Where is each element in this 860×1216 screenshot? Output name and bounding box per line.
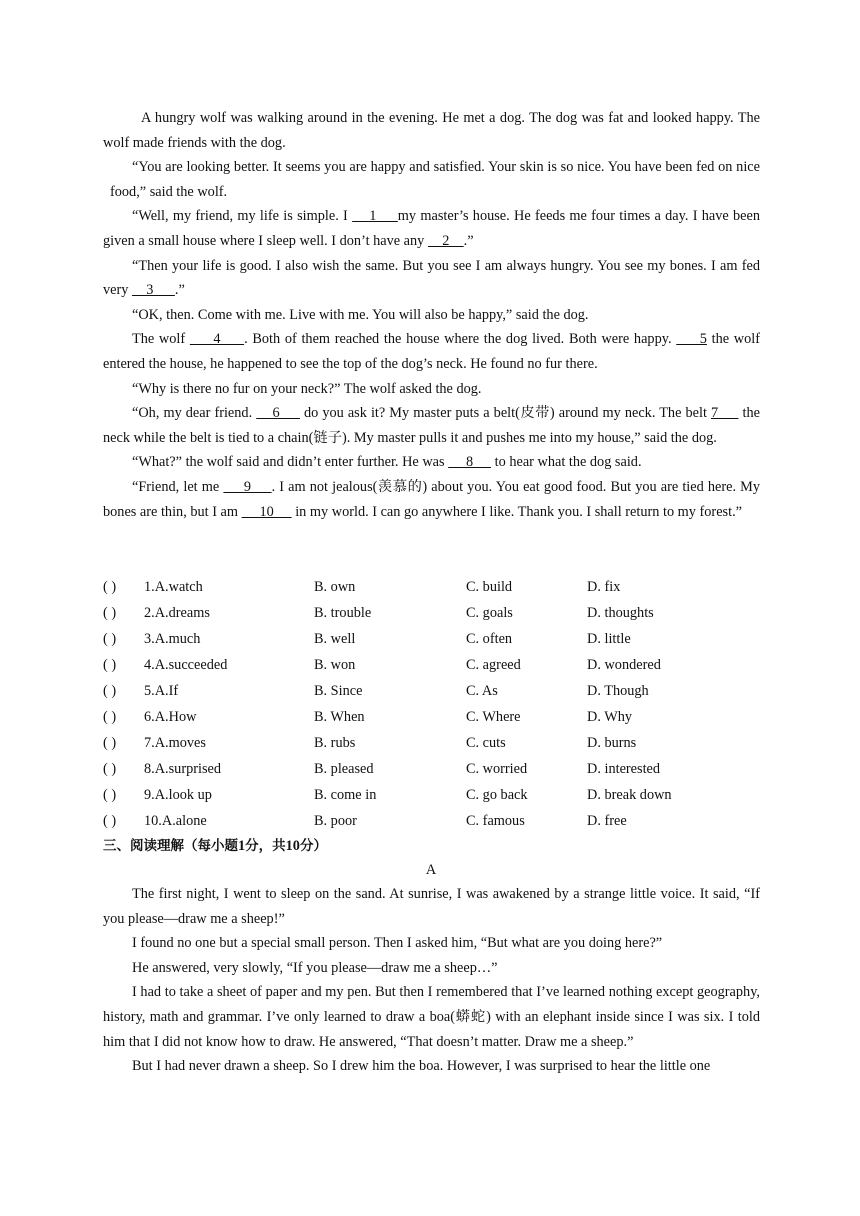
passage-label: A (425, 862, 437, 878)
heading-number: 1 (238, 838, 246, 854)
option-c: C. famous (466, 813, 525, 829)
paragraph-text: .” (174, 282, 185, 299)
option-d: D. thoughts (587, 605, 654, 621)
option-c: C. go back (466, 787, 528, 803)
paragraph-text: “Why is there no fur on your neck?” The wolf asked the dog. (132, 380, 482, 397)
option-c: C. build (466, 579, 513, 595)
paragraph-text: “What?” the wolf said and didn’t enter further. He was (132, 454, 445, 471)
option-a: 6.A.How (144, 709, 197, 725)
paragraph-text: to hear what the dog said. (494, 454, 642, 471)
paragraph-text: the wolf entered the house, he happened to see the top of the dog’s neck. He found no fur there. (103, 331, 761, 372)
section-heading (103, 834, 327, 858)
blank-2[interactable]: 2 (427, 232, 464, 249)
blank-3[interactable]: 3 (131, 282, 175, 299)
blank-10[interactable]: 10 (241, 503, 292, 520)
option-row (103, 626, 763, 652)
option-d: D. burns (587, 735, 637, 751)
answer-slot[interactable]: ( ) (103, 605, 117, 621)
option-row (103, 600, 763, 626)
option-a: 4.A.succeeded (144, 657, 228, 673)
option-b: B. won (314, 657, 356, 673)
option-a: 2.A.dreams (144, 605, 210, 621)
option-c: C. often (466, 631, 513, 647)
paragraph-text: A hungry wolf was walking around in the evening. He met a dog. The dog was fat and looked happy. The wolf made friends with the dog. (103, 110, 760, 151)
paragraph (103, 327, 760, 376)
answer-slot[interactable]: ( ) (103, 579, 117, 595)
heading-text: 分） (299, 838, 327, 854)
answer-slot[interactable]: ( ) (103, 735, 117, 751)
paragraph-text: The first night, I went to sleep on the sand. At sunrise, I was awakened by a strange little voice. It said, “If you please—draw me a sheep!” (103, 886, 760, 927)
option-b: B. own (314, 579, 356, 595)
paragraph (103, 882, 760, 931)
paragraph-text: The wolf (132, 331, 186, 348)
option-row (103, 652, 763, 678)
paragraph (103, 204, 760, 253)
option-d: D. interested (587, 761, 661, 777)
option-c: C. cuts (466, 735, 506, 751)
option-d: D. fix (587, 579, 621, 595)
option-a: 5.A.If (144, 683, 179, 699)
paragraph (103, 254, 760, 303)
option-row (103, 782, 763, 808)
option-row (103, 704, 763, 730)
option-a: 1.A.watch (144, 579, 203, 595)
paragraph-text: “Well, my friend, my life is simple. I (132, 208, 348, 225)
option-c: C. Where (466, 709, 521, 725)
paragraph (103, 956, 760, 981)
option-d: D. break down (587, 787, 672, 803)
answer-slot[interactable]: ( ) (103, 787, 117, 803)
blank-7[interactable]: 7 (711, 405, 739, 422)
paragraph (103, 106, 760, 155)
options-list (103, 574, 763, 834)
option-d: D. Why (587, 709, 633, 725)
paragraph-text: I found no one but a special small person. Then I asked him, “But what are you doing here?” (132, 935, 663, 952)
option-b: B. pleased (314, 761, 374, 777)
paragraph (103, 475, 760, 524)
option-b: B. poor (314, 813, 357, 829)
option-row (103, 808, 763, 834)
option-a: 8.A.surprised (144, 761, 222, 777)
paragraph (103, 1054, 760, 1079)
paragraph-text: “Oh, my dear friend. (132, 405, 253, 422)
paragraph-text: I had to take a sheet of paper and my pen. But then I remembered that I’ve learned nothing except geography, history, math and grammar. I’ve only learned to draw a boa(蟒蛇) with an elephant inside since I was six. I told him that I did not know how to draw. He answered, “That doesn’t matter. Draw me a sheep.” (103, 984, 760, 1050)
answer-slot[interactable]: ( ) (103, 813, 117, 829)
option-b: B. When (314, 709, 365, 725)
paragraph-text: do you ask it? My master puts a belt(皮带) around my neck. The belt (303, 405, 707, 422)
blank-8[interactable]: 8 (448, 454, 492, 471)
paragraph-text: . I am not jealous(羡慕的) about you. You eat good food. But you are tied here. My bones are thin, but I am (103, 478, 761, 520)
paragraph-text: “Then your life is good. I also wish the same. But you see I am always hungry. You see my bones. I am fed very (103, 257, 760, 299)
option-a: 7.A.moves (144, 735, 206, 751)
paragraph (103, 980, 760, 1054)
option-d: D. wondered (587, 657, 661, 673)
option-b: B. trouble (314, 605, 372, 621)
paragraph (103, 931, 760, 956)
paragraph (103, 155, 760, 204)
option-row (103, 756, 763, 782)
option-row (103, 678, 763, 704)
option-d: D. little (587, 631, 631, 647)
answer-slot[interactable]: ( ) (103, 761, 117, 777)
paragraph-text: my master’s house. He feeds me four times a day. I have been given a small house where I sleep well. I don’t have any (103, 208, 761, 249)
paragraph-text: “Friend, let me (132, 478, 220, 495)
paragraph-text: He answered, very slowly, “If you please—draw me a sheep…” (132, 959, 498, 976)
paragraph (103, 450, 760, 475)
answer-slot[interactable]: ( ) (103, 657, 117, 673)
option-c: C. As (466, 683, 498, 699)
answer-slot[interactable]: ( ) (103, 683, 117, 699)
blank-6[interactable]: 6 (256, 405, 300, 422)
reading-passage-a (103, 882, 760, 1079)
heading-number: 10 (285, 838, 300, 854)
blank-5[interactable]: 5 (676, 331, 707, 348)
paragraph-text: But I had never drawn a sheep. So I drew him the boa. However, I was surprised to hear the little one (132, 1058, 711, 1075)
option-row (103, 730, 763, 756)
paragraph (103, 401, 760, 450)
cloze-passage (103, 106, 760, 524)
paragraph-text: . Both of them reached the house where the dog lived. Both were happy. (244, 331, 672, 348)
paragraph-text: .” (463, 232, 474, 249)
option-b: B. rubs (314, 735, 356, 751)
option-b: B. Since (314, 683, 363, 699)
answer-slot[interactable]: ( ) (103, 631, 117, 647)
option-row (103, 574, 763, 600)
paragraph-text: “You are looking better. It seems you are happy and satisfied. Your skin is so nice. You have been fed on nice food,” said the wolf. (110, 159, 760, 200)
option-a: 3.A.much (144, 631, 201, 647)
blank-9[interactable]: 9 (223, 478, 272, 495)
paragraph (103, 377, 760, 402)
option-d: D. free (587, 813, 627, 829)
option-c: C. goals (466, 605, 513, 621)
option-a: 9.A.look up (144, 787, 212, 803)
answer-slot[interactable]: ( ) (103, 709, 117, 725)
heading-text: 分，共 (245, 838, 286, 854)
paragraph (103, 303, 760, 328)
option-b: B. come in (314, 787, 377, 803)
paragraph-text: “OK, then. Come with me. Live with me. You will also be happy,” said the dog. (132, 306, 589, 323)
heading-text: 三、阅读理解（每小题 (103, 838, 238, 854)
option-a: 10.A.alone (144, 813, 207, 829)
option-c: C. worried (466, 761, 528, 777)
option-c: C. agreed (466, 657, 521, 673)
blank-1[interactable]: 1 (352, 208, 398, 225)
option-d: D. Though (587, 683, 649, 699)
blank-4[interactable]: 4 (189, 331, 245, 348)
paragraph-text: in my world. I can go anywhere I like. Thank you. I shall return to my forest.” (295, 503, 742, 520)
option-b: B. well (314, 631, 356, 647)
paragraph-text: the neck while the belt is tied to a chain(链子). My master pulls it and pushes me into my house,” said the dog. (103, 405, 760, 446)
